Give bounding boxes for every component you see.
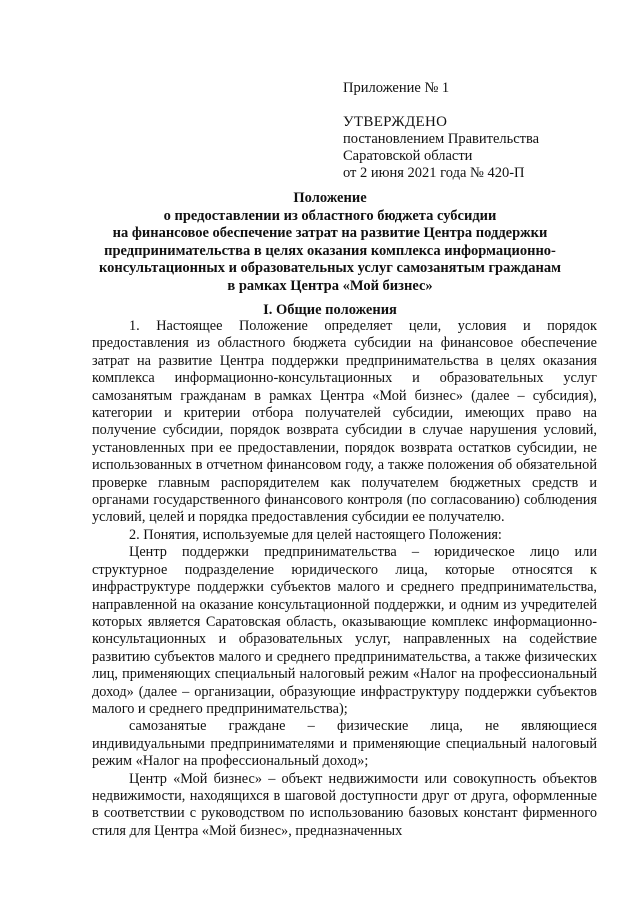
paragraph-3: Центр поддержки предпринимательства – юридическое лицо или структурное подразделение юридического лица, которые относятся к инфраструктуре поддержки субъектов малого и среднего предпринимательства, направленной на оказание консультационной поддержки, и одним из учредителей которых является Саратовская область, оказывающие комплекс информационно-консультационных и образовательных услуг, направленных на содействие развитию субъектов малого и среднего предпринимательства, а также физических лиц, применяющих специальный налоговый режим «Налог на профессиональный доход» (далее – организации, образующие инфраструктуру поддержки субъектов малого и среднего предпринимательства); [92, 544, 597, 717]
paragraph-1: 1. Настоящее Положение определяет цели, условия и порядок предоставления из областного бюджета субсидии на финансовое обеспечение затрат на развитие Центра поддержки предпринимательства в целях оказания комплекса информационно-консультационных и образовательных услуг самозанятым гражданам в рамках Центра «Мой бизнес» (далее – субсидия), категории и критерии отбора получателей субсидии, имеющих право на получение субсидии, порядок возврата субсидии в случае нарушения условий, установленных при ее предоставлении, порядок возврата остатков субсидии, не использованных в отчетном финансовом году, а также положения об обязательной проверке главным распорядителем как получателем бюджетных средств и органами государственного финансового контроля (по согласованию) соблюдения условий, целей и порядка предоставления субсидии ее получателю. [92, 318, 597, 526]
paragraph-2: 2. Понятия, используемые для целей настоящего Положения: [129, 526, 502, 543]
approval-line-2: Саратовской области [343, 148, 473, 164]
title-line-5: консультационных и образовательных услуг самозанятым гражданам [99, 260, 561, 276]
title-line-4: предпринимательства в целях оказания комплекса информационно- [104, 242, 556, 259]
title-line-6: в рамках Центра «Мой бизнес» [227, 277, 433, 294]
title-line-1: Положение [293, 190, 367, 206]
paragraph-5: Центр «Мой бизнес» – объект недвижимости или совокупность объектов недвижимости, находящихся в шаговой доступности друг от друга, оформленные в соответствии с руководством по использованию базовых констант фирменного стиля для Центра «Мой бизнес», предназначенных [92, 770, 597, 839]
appendix-label: Приложение № 1 [343, 80, 450, 96]
title-line-3: на финансовое обеспечение затрат на развитие Центра поддержки [112, 225, 548, 241]
approval-block [343, 80, 539, 182]
section-heading: I. Общие положения [263, 302, 397, 318]
approved-label: УТВЕРЖДЕНО [343, 114, 448, 130]
document-title [60, 190, 600, 295]
paragraph-4: самозанятые граждане – физические лица, не являющиеся индивидуальными предпринимателями и применяющие специальный налоговый режим «Налог на профессиональный доход»; [92, 718, 597, 770]
approval-line-3: от 2 июня 2021 года № 420-П [343, 165, 525, 181]
body-text [92, 318, 597, 840]
title-line-2: о предоставлении из областного бюджета субсидии [163, 207, 497, 224]
approval-line-1: постановлением Правительства [343, 131, 540, 147]
